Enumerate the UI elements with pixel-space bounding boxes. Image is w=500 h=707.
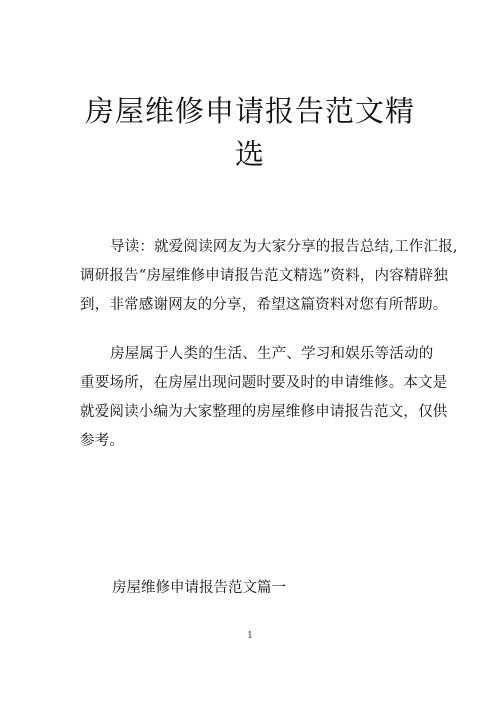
body-line: 房屋属于人类的生活、生产、学习和娱乐等活动的 — [110, 346, 434, 362]
body-line: 重要场所，在房屋出现问题时要及时的申请维修。本文是 — [80, 375, 448, 391]
body-line: 就爱阅读小编为大家整理的房屋维修申请报告范文，仅供 — [80, 404, 448, 420]
intro-line: 导读：就爱阅读网友为大家分享的报告总结,工作汇报, — [110, 239, 458, 255]
section-heading: 房屋维修申请报告范文篇一 — [112, 580, 286, 596]
body-paragraph — [80, 340, 448, 456]
document-title-line-1: 房屋维修申请报告范文精 — [84, 94, 415, 128]
page-number: 1 — [247, 631, 253, 641]
body-line: 参考。 — [80, 433, 125, 449]
document-title-line-2: 选 — [234, 137, 265, 171]
intro-line: 到，非常感谢网友的分享，希望这篇资料对您有所帮助。 — [80, 297, 448, 313]
intro-paragraph — [80, 233, 458, 320]
intro-line: 调研报告“房屋维修申请报告范文精选”资料，内容精辟独 — [80, 268, 449, 284]
